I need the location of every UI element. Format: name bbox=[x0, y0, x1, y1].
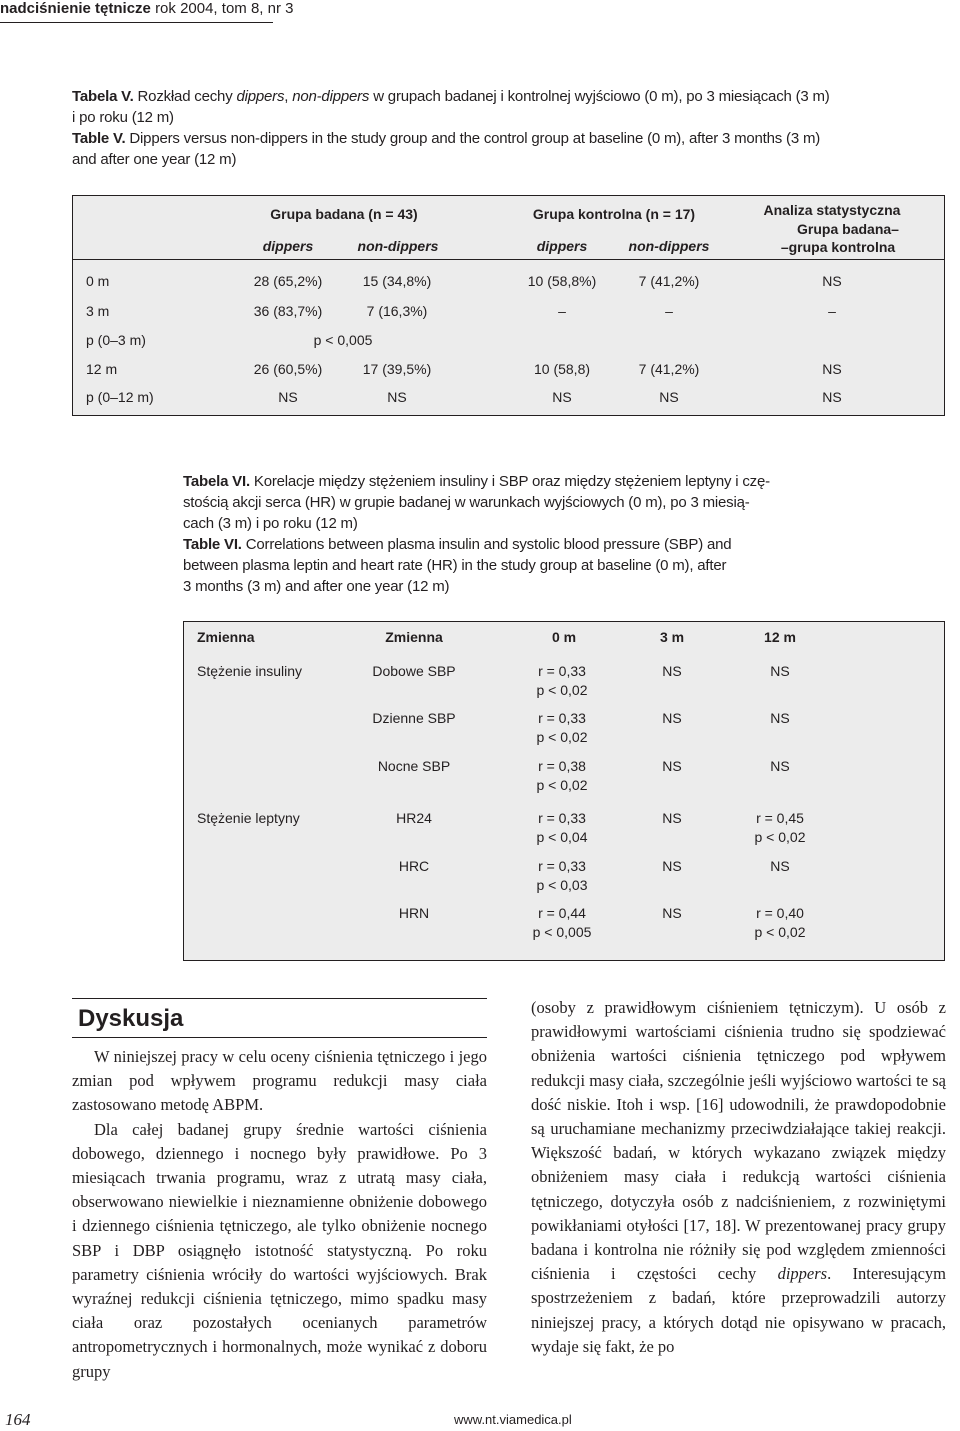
section-rule bbox=[72, 998, 487, 999]
table-cell: NS bbox=[822, 389, 842, 405]
journal-name: nadciśnienie tętnicze bbox=[0, 0, 151, 17]
caption-text: 3 months (3 m) and after one year (12 m) bbox=[183, 578, 450, 595]
table-cell: NS bbox=[662, 905, 682, 921]
header-dippers-study: dippers bbox=[262, 238, 314, 254]
group-label: Stężenie insuliny bbox=[197, 663, 303, 679]
header-control-group: Grupa kontrolna (n = 17) bbox=[532, 206, 696, 222]
paragraph: W niniejszej pracy w celu oceny ciśnienia tętniczego i jego zmian pod wpływem programu redukcji masy ciała zastosowano metodę ABPM. bbox=[72, 1047, 487, 1115]
row-label: 0 m bbox=[86, 273, 110, 289]
table-cell: r = 0,45 bbox=[756, 810, 804, 826]
caption-text: w grupach badanej i kontrolnej wyjściowo (0 m), po 3 miesiącach (3 m) bbox=[369, 88, 830, 105]
caption-text: Korelacje między stężeniem insuliny i SBP oraz między stężeniem leptyny i czę- bbox=[253, 473, 770, 490]
table-cell: NS bbox=[662, 663, 682, 679]
footer-url: www.nt.viamedica.pl bbox=[454, 1412, 572, 1427]
table-cell: – bbox=[828, 303, 836, 319]
caption-text: Correlations between plasma insulin and systolic blood pressure (SBP) and bbox=[245, 536, 732, 553]
paragraph-text: (osoby z prawidłowym ciśnieniem tętniczym). U osób z prawidłowymi wartościami ciśnienia trudno się spodziewać obniżenia wartości ciśnienia tętniczego pod wpływem redukcji masy ciała, szczególnie jeśli wyjściowo wartości te są dość niskie. Itoh i wsp. [16] udowodnili, że prawdopodobnie są uruchamiane mechanizmy przeciwdziałające takiej reakcji. Większość badań, w których wykazano związek między obniżeniem masy ciała i redukcją wartości ciśnienia tętniczego, dotyczyła osób z nadciśnieniem, z rozwiniętymi powikłaniami otyłości [17, 18]. W prezentowanej pracy grupy badana i kontrolna nie różniły się pod względem zmienności ciśnienia i częstości cechy bbox=[531, 998, 946, 1284]
table-cell: r = 0,44 bbox=[538, 905, 586, 921]
table-cell: r = 0,33 bbox=[538, 663, 586, 679]
row-label: 12 m bbox=[86, 361, 118, 377]
table5-label-en: Table V. bbox=[72, 130, 126, 147]
table-cell: 7 (41,2%) bbox=[638, 361, 700, 377]
paragraph-text: . Interesującym spostrzeżeniem z badań, które przeprowadzili autorzy niniejszej pracy, a których dotąd nie opisywano w pracach, wydaje się fakt, że po bbox=[531, 1264, 946, 1356]
running-header bbox=[0, 0, 293, 17]
page-number: 164 bbox=[5, 1410, 31, 1429]
table-cell: r = 0,33 bbox=[538, 710, 586, 726]
header-cell: Zmienna bbox=[197, 629, 255, 645]
table-cell: NS bbox=[552, 389, 572, 405]
table-cell: – bbox=[665, 303, 673, 319]
table-cell: p < 0,02 bbox=[536, 777, 588, 793]
table5 bbox=[72, 195, 945, 416]
variable-cell: HRN bbox=[398, 905, 430, 921]
table-cell: p < 0,02 bbox=[754, 829, 806, 845]
header-cell: 3 m bbox=[659, 629, 685, 645]
caption-text: Dippers versus non-dippers in the study group and the control group at baseline (0 m), after 3 months (3 m) bbox=[129, 130, 821, 147]
caption-text: Rozkład cechy bbox=[137, 88, 237, 105]
table-cell: p < 0,02 bbox=[536, 729, 588, 745]
section-title: Dyskusja bbox=[78, 1005, 184, 1032]
caption-text: cach (3 m) i po roku (12 m) bbox=[183, 515, 358, 532]
row-label: 3 m bbox=[86, 303, 110, 319]
table-cell: 26 (60,5%) bbox=[253, 361, 323, 377]
body-column-right bbox=[531, 996, 946, 1359]
table-cell: NS bbox=[770, 858, 790, 874]
table-cell: NS bbox=[770, 663, 790, 679]
caption-italic: non-dippers bbox=[292, 88, 370, 105]
table-cell: NS bbox=[387, 389, 407, 405]
table-cell: 10 (58,8%) bbox=[527, 273, 597, 289]
table-cell: r = 0,33 bbox=[538, 810, 586, 826]
table-cell: 17 (39,5%) bbox=[362, 361, 432, 377]
table-cell: 15 (34,8%) bbox=[362, 273, 432, 289]
section-rule bbox=[72, 1037, 487, 1038]
variable-cell: Nocne SBP bbox=[377, 758, 451, 774]
table-cell: 10 (58,8) bbox=[533, 361, 591, 377]
variable-cell: HRC bbox=[398, 858, 430, 874]
table-cell: p < 0,02 bbox=[536, 682, 588, 698]
caption-text: i po roku (12 m) bbox=[72, 109, 174, 126]
header-cell: 12 m bbox=[764, 629, 796, 645]
table6-label-en: Table VI. bbox=[183, 536, 242, 553]
table-cell: NS bbox=[662, 758, 682, 774]
table-cell: 7 (41,2%) bbox=[638, 273, 700, 289]
table-cell: 28 (65,2%) bbox=[253, 273, 323, 289]
table-cell: r = 0,38 bbox=[538, 758, 586, 774]
row-label: p (0–12 m) bbox=[86, 389, 154, 405]
table-cell: p < 0,04 bbox=[536, 829, 588, 845]
journal-issue: rok 2004, tom 8, nr 3 bbox=[155, 0, 294, 17]
header-rule bbox=[0, 22, 273, 23]
paragraph bbox=[531, 996, 946, 1359]
header-cell: 0 m bbox=[551, 629, 577, 645]
table-cell: NS bbox=[662, 810, 682, 826]
table-cell: 36 (83,7%) bbox=[253, 303, 323, 319]
table-cell: p < 0,02 bbox=[754, 924, 806, 940]
header-study-group: Grupa badana (n = 43) bbox=[270, 206, 418, 222]
table-cell: NS bbox=[770, 710, 790, 726]
table-cell: NS bbox=[659, 389, 679, 405]
table-cell: r = 0,33 bbox=[538, 858, 586, 874]
table-cell: r = 0,40 bbox=[756, 905, 804, 921]
paragraph-italic: dippers bbox=[777, 1264, 828, 1284]
table6-caption bbox=[183, 471, 953, 597]
table-cell: p < 0,005 bbox=[532, 924, 592, 940]
header-analysis-3: –grupa kontrolna bbox=[780, 239, 896, 255]
table-cell: p < 0,03 bbox=[536, 877, 588, 893]
header-nondippers-control: non-dippers bbox=[628, 238, 710, 254]
table5-caption-pl bbox=[72, 86, 952, 170]
table6 bbox=[183, 621, 945, 961]
variable-cell: Dzienne SBP bbox=[372, 710, 456, 726]
header-cell: Zmienna bbox=[385, 629, 443, 645]
caption-text: , bbox=[284, 88, 293, 105]
caption-text: and after one year (12 m) bbox=[72, 151, 237, 168]
paragraph: Dla całej badanej grupy średnie wartości ciśnienia dobowego, dziennego i nocnego były prawidłowe. Po 3 miesiącach trwania programu, wraz z utratą masy ciała, obserwowano niewielkie i nieznamienne obniżenie dobowego i dziennego ciśnienia tętniczego, ale tylko obniżenie nocnego SBP i DBP osiągnęło istotność statystyczną. Po roku parametry ciśnienia wróciły do wartości wyjściowych. Brak wyraźnej redukcji ciśnienia tętniczego, mimo spadku masy ciała oraz pozostałych ocenianych parametrów antropometrycznych i hormonalnych, może wynikać z doboru grupy bbox=[72, 1119, 487, 1381]
variable-cell: Dobowe SBP bbox=[372, 663, 456, 679]
table-cell: NS bbox=[822, 273, 842, 289]
caption-text: stością akcji serca (HR) w grupie badanej w warunkach wyjściowych (0 m), po 3 miesią- bbox=[183, 494, 750, 511]
group-label: Stężenie leptyny bbox=[197, 810, 300, 826]
table-cell: NS bbox=[278, 389, 298, 405]
table-cell: NS bbox=[662, 710, 682, 726]
variable-cell: HR24 bbox=[396, 810, 432, 826]
table-cell: 7 (16,3%) bbox=[366, 303, 428, 319]
table-cell: NS bbox=[822, 361, 842, 377]
row-label: p (0–3 m) bbox=[86, 332, 146, 348]
header-analysis-2: Grupa badana– bbox=[797, 221, 899, 237]
table-cell: NS bbox=[770, 758, 790, 774]
body-column-left bbox=[72, 1045, 487, 1384]
header-analysis-1: Analiza statystyczna bbox=[763, 202, 901, 218]
table-cell: – bbox=[558, 303, 566, 319]
table-cell-span: p < 0,005 bbox=[313, 332, 373, 348]
caption-text: between plasma leptin and heart rate (HR) in the study group at baseline (0 m), after bbox=[183, 557, 727, 574]
table6-label-pl: Tabela VI. bbox=[183, 473, 250, 490]
header-rule bbox=[73, 259, 944, 260]
table5-label-pl: Tabela V. bbox=[72, 88, 134, 105]
caption-italic: dippers bbox=[236, 88, 285, 105]
header-nondippers-study: non-dippers bbox=[357, 238, 439, 254]
header-dippers-control: dippers bbox=[536, 238, 588, 254]
table-cell: NS bbox=[662, 858, 682, 874]
